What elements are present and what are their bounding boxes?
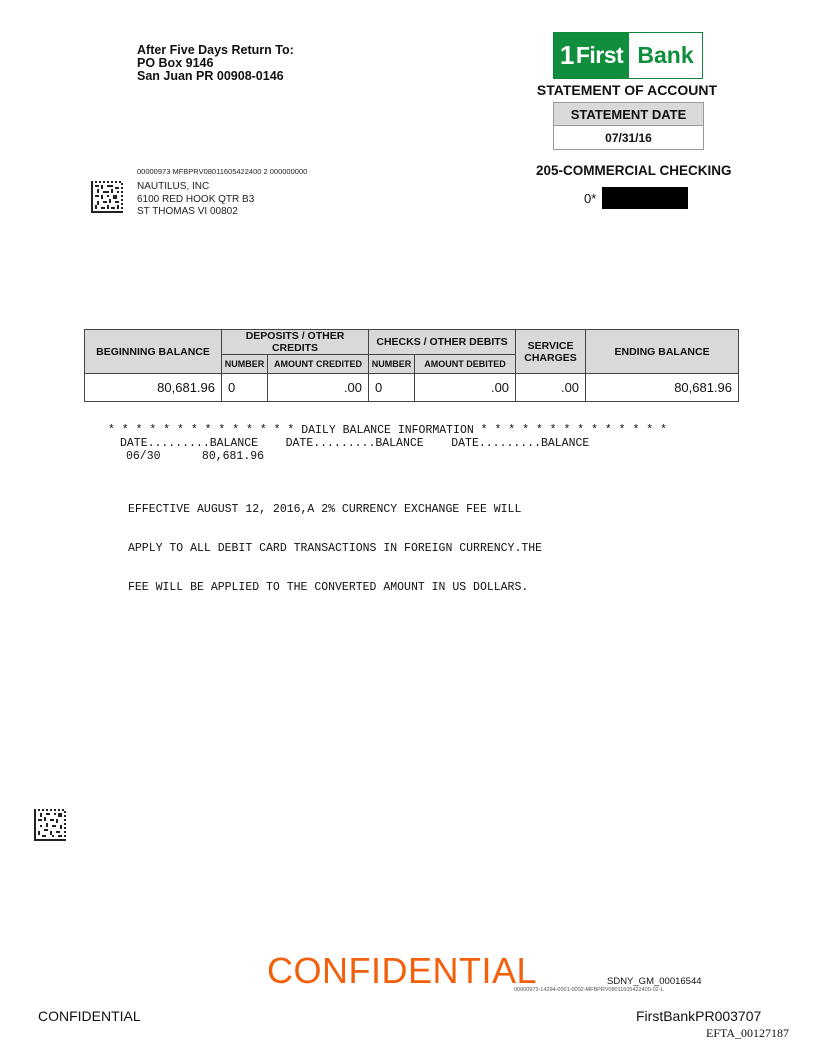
table-row	[85, 374, 739, 402]
bates-number: SDNY_GM_00016544	[607, 976, 702, 987]
mailing-name: NAUTILUS, INC	[137, 181, 210, 192]
logo-first	[554, 33, 629, 78]
datamatrix-barcode	[91, 181, 123, 213]
account-summary-table	[84, 329, 739, 402]
header-deposits-number: NUMBER	[222, 355, 268, 374]
mailing-address	[137, 181, 254, 219]
return-address-line: San Juan PR 00908-0146	[137, 69, 284, 83]
statement-date-label: STATEMENT DATE	[554, 103, 703, 126]
header-ending-balance: ENDING BALANCE	[586, 330, 739, 374]
daily-balance-row: 06/30 80,681.96	[126, 450, 265, 463]
account-number-prefix: 0*	[584, 190, 597, 206]
daily-balance-header: * * * * * * * * * * * * * * DAILY BALANCE INFORMATION * * * * * * * * * * * * * *	[108, 424, 667, 437]
fee-notice	[128, 477, 542, 607]
header-service-charges: SERVICE CHARGES	[516, 330, 586, 374]
cell-service-charges: .00	[516, 374, 586, 402]
firstbank-logo	[553, 32, 703, 79]
header-checks: CHECKS / OTHER DEBITS	[369, 330, 516, 355]
daily-balance-columns: DATE.........BALANCE DATE.........BALANCE DATE.........BALANCE	[120, 437, 590, 450]
mailing-street: 6100 RED HOOK QTR B3	[137, 193, 255, 205]
footer-doc-id: FirstBankPR003707	[636, 1008, 762, 1024]
account-number	[584, 187, 688, 209]
statement-date-value: 07/31/16	[605, 131, 652, 145]
header-amount-credited: AMOUNT CREDITED	[268, 355, 369, 374]
scan-line: 00000973 MFBPRV08011605422400 2 000000000	[137, 167, 308, 176]
redaction-box	[602, 187, 688, 209]
datamatrix-barcode	[34, 809, 66, 841]
statement-title: STATEMENT OF ACCOUNT	[536, 82, 718, 98]
notice-line: APPLY TO ALL DEBIT CARD TRANSACTIONS IN FOREIGN CURRENCY.THE	[128, 542, 543, 555]
confidential-stamp: CONFIDENTIAL	[267, 950, 538, 991]
return-address-line: After Five Days Return To:	[137, 43, 294, 57]
mailing-city: ST THOMAS VI 00802	[137, 206, 238, 217]
header-amount-debited: AMOUNT DEBITED	[415, 355, 516, 374]
header-beginning-balance: BEGINNING BALANCE	[85, 330, 222, 374]
statement-date-box	[553, 102, 704, 150]
cell-deposits-number: 0	[222, 374, 268, 402]
return-address-line: PO Box 9146	[137, 56, 214, 70]
notice-line: FEE WILL BE APPLIED TO THE CONVERTED AMOUNT IN US DOLLARS.	[128, 581, 529, 594]
header-checks-number: NUMBER	[369, 355, 415, 374]
logo-mark: 1	[559, 40, 574, 70]
logo-bank-text: Bank	[629, 33, 702, 78]
header-deposits: DEPOSITS / OTHER CREDITS	[222, 330, 369, 355]
footer-efta-id: EFTA_00127187	[706, 1026, 790, 1040]
cell-checks-number: 0	[369, 374, 415, 402]
logo-first-text: First	[575, 42, 624, 68]
notice-line: EFFECTIVE AUGUST 12, 2016,A 2% CURRENCY EXCHANGE FEE WILL	[128, 503, 522, 516]
bates-sub-number: 00000973-14294-0001-0002-MFBPRV08011605422400-02-L	[514, 987, 664, 993]
account-type: 205-COMMERCIAL CHECKING	[536, 163, 732, 178]
cell-beginning-balance: 80,681.96	[85, 374, 222, 402]
cell-ending-balance: 80,681.96	[586, 374, 739, 402]
cell-amount-credited: .00	[268, 374, 369, 402]
return-address	[137, 44, 294, 83]
footer-confidential: CONFIDENTIAL	[38, 1008, 141, 1024]
cell-amount-debited: .00	[415, 374, 516, 402]
